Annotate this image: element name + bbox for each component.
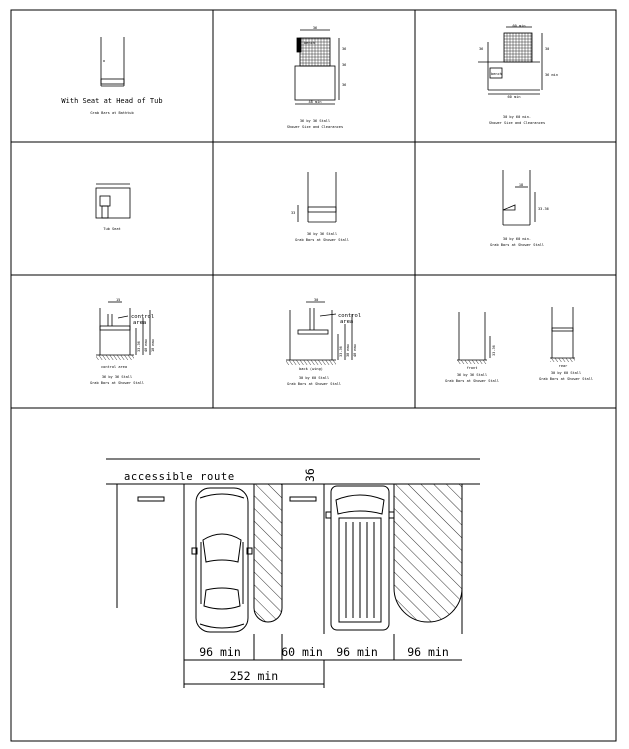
panel-36x36-shower-size <box>287 26 346 129</box>
panel8-subcaption-2: Grab Bars at Shower Stall <box>286 382 342 386</box>
panel3-bottom-dim: 60 min <box>507 95 521 99</box>
panel1-caption: With Seat at Head of Tub <box>61 97 163 105</box>
panel9-base-label-2: rear <box>558 364 568 368</box>
panel2-top-dim: 36 <box>312 26 318 30</box>
panel-grab-bars-pair <box>445 307 593 383</box>
panel3-bench-label: bench <box>491 72 502 76</box>
panel-30x60-shower-size <box>478 24 558 125</box>
panel2-bottom-dim: 48 min <box>308 100 322 104</box>
panel9-subcaption-2a: 30 by 60 Stall <box>550 371 582 375</box>
panel7-dim-3: 18 max <box>151 339 155 352</box>
panel8-dim-2: 38 max <box>346 344 350 357</box>
panel7-dim-1: 33-36 <box>137 341 141 352</box>
dim-space-1: 96 min <box>199 645 241 659</box>
panel3-top-dim: 60 min <box>512 24 526 28</box>
panel7-control-label: control <box>131 314 155 320</box>
panel6-side-dim: 33-36 <box>538 207 549 211</box>
parking-plan <box>106 459 480 688</box>
dim-space-2: 96 min <box>336 645 378 659</box>
panel2-side-dim-2: 36 <box>342 63 347 67</box>
panel9-base-label-1: front <box>466 366 478 370</box>
panel7-area-label: area <box>133 320 147 326</box>
panel2-side-dim-3: 36 <box>342 83 347 87</box>
panel8-dim-1: 33-36 <box>339 346 343 357</box>
panel9-subcaption-2b: Grab Bars at Shower Stall <box>538 377 594 381</box>
accessible-route-label: accessible route <box>124 471 235 483</box>
panel7-subcaption-1: 36 by 36 Stall <box>101 375 133 379</box>
dim-aisle-2: 96 min <box>407 645 449 659</box>
dim-aisle-1: 60 min <box>281 645 323 659</box>
panel9-subcaption-1b: Grab Bars at Shower Stall <box>444 379 500 383</box>
panel2-subcaption-2: Shower Size and Clearances <box>286 125 344 129</box>
panel9-side-dim: 33-36 <box>492 345 496 356</box>
panel6-top-dim: 18 <box>518 183 524 187</box>
panel3-side-dim-1: 30 <box>545 47 550 51</box>
panel-30x60-grab-bars <box>490 170 549 247</box>
panel2-subcaption-1: 36 by 36 Stall <box>299 119 331 123</box>
access-aisle-1 <box>254 484 282 622</box>
panel5-subcaption-2: Grab Bars at Shower Stall <box>294 238 350 242</box>
panel-tub-seat <box>96 184 130 231</box>
panel3-side-dim-2: 36 min <box>545 73 558 77</box>
car-icon <box>192 488 252 632</box>
panel7-dim-2: 48 max <box>144 339 148 352</box>
panel5-subcaption-1: 36 by 36 Stall <box>306 232 338 236</box>
access-aisle-2 <box>394 484 462 622</box>
panel7-subcaption-2: Grab Bars at Shower Stall <box>89 381 145 385</box>
panel5-left-dim: 33 <box>291 211 296 215</box>
panel-30x60-controls <box>286 298 361 386</box>
panel8-area-label: area <box>340 319 354 325</box>
panel2-bench-label: bench <box>304 41 315 45</box>
wheel-stop-2 <box>290 497 316 501</box>
panel-36x36-controls <box>90 298 155 385</box>
panel7-top-dim: 15 <box>116 298 121 302</box>
dim-total: 252 min <box>229 669 279 683</box>
panel8-subcaption-1: 30 by 60 Stall <box>298 376 330 380</box>
van-icon <box>326 486 394 630</box>
panel4-subcaption: Tub Seat <box>103 227 121 231</box>
panel8-dim-3: 48 max <box>353 344 357 357</box>
panel7-base-label: control area <box>101 365 127 369</box>
panel8-base-label: back (wing) <box>299 367 323 371</box>
panel-tub-seat-grab-bars <box>61 37 162 115</box>
wheel-stop-1 <box>138 497 164 501</box>
panel8-top-dim: 30 <box>314 298 319 302</box>
panel8-control-label: control <box>338 313 362 319</box>
panel9-subcaption-1a: 36 by 36 Stall <box>456 373 488 377</box>
panel1-subcaption: Grab Bars at Bathtub <box>90 111 134 115</box>
panel2-side-dim-1: 36 <box>342 47 347 51</box>
panel6-subcaption-1: 30 by 60 min. <box>502 237 532 241</box>
panel3-subcaption-2: Shower Size and Clearances <box>488 121 546 125</box>
panel-36x36-grab-bars <box>291 172 349 242</box>
panel3-left-dim: 36 <box>479 47 484 51</box>
panel6-subcaption-2: Grab Bars at Shower Stall <box>489 243 545 247</box>
route-width-dim: 36 <box>303 468 317 482</box>
panel3-subcaption-1: 30 by 60 min. <box>502 115 532 119</box>
